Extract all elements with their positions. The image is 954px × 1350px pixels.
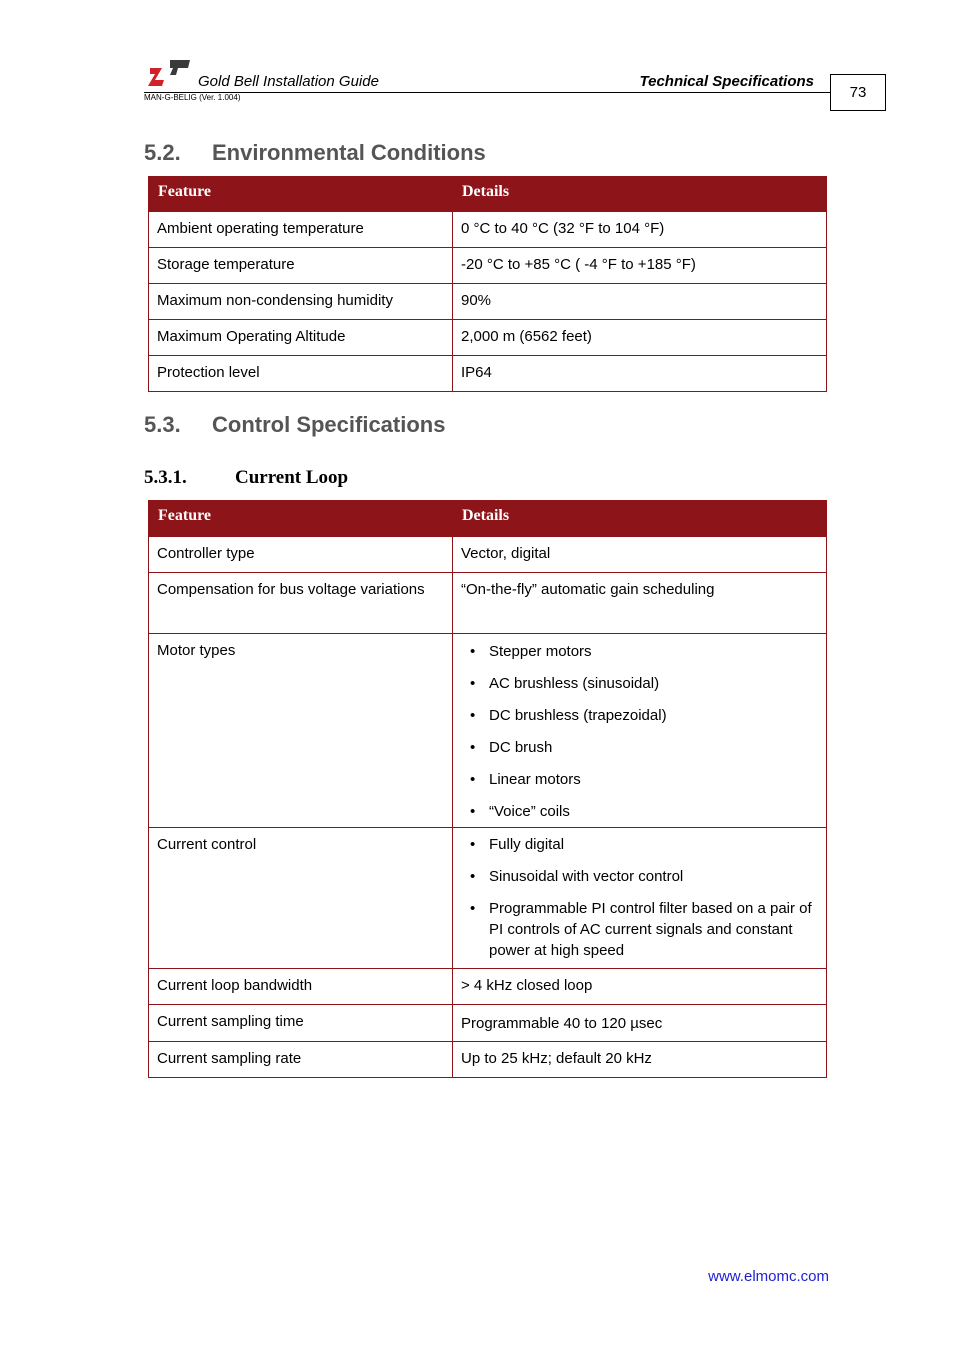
table-row xyxy=(149,248,827,284)
column-header-feature: Feature xyxy=(149,501,453,537)
feature-cell: Current loop bandwidth xyxy=(149,969,453,1005)
header-rule xyxy=(144,92,830,93)
table-row xyxy=(149,537,827,573)
table-row xyxy=(149,284,827,320)
footer-website-link[interactable]: www.elmomc.com xyxy=(708,1268,829,1285)
heading-current-loop xyxy=(144,467,348,489)
table-row xyxy=(149,212,827,248)
details-cell: Vector, digital xyxy=(453,537,827,573)
page-number: 73 xyxy=(830,74,886,111)
details-cell: -20 °C to +85 °C ( -4 °F to +185 °F) xyxy=(453,248,827,284)
current-control-list xyxy=(461,834,818,961)
details-cell: 0 °C to 40 °C (32 °F to 104 °F) xyxy=(453,212,827,248)
list-item: • AC brushless (sinusoidal) xyxy=(489,673,818,694)
table-row xyxy=(149,1042,827,1078)
list-item: • Programmable PI control filter based on a pair of PI controls of AC current signals and constant power at high speed xyxy=(489,898,818,961)
column-header-details: Details xyxy=(453,501,827,537)
details-cell: Programmable 40 to 120 µsec xyxy=(453,1005,827,1042)
list-item: • Fully digital xyxy=(489,834,818,855)
list-item: • DC brushless (trapezoidal) xyxy=(489,705,818,726)
elmo-logo xyxy=(148,58,190,88)
heading-number: 5.3. xyxy=(144,412,181,437)
details-cell: 90% xyxy=(453,284,827,320)
header-section-name: Technical Specifications xyxy=(639,73,814,90)
heading-text: Environmental Conditions xyxy=(212,140,486,165)
list-item: • DC brush xyxy=(489,737,818,758)
feature-cell: Maximum Operating Altitude xyxy=(149,320,453,356)
heading-control-specifications xyxy=(144,412,445,438)
details-cell: Up to 25 kHz; default 20 kHz xyxy=(453,1042,827,1078)
feature-cell: Compensation for bus voltage variations xyxy=(149,573,453,634)
details-cell xyxy=(453,828,827,969)
table-row xyxy=(149,1005,827,1042)
details-cell: “On-the-fly” automatic gain scheduling xyxy=(453,573,827,634)
table-row xyxy=(149,634,827,828)
feature-cell: Protection level xyxy=(149,356,453,392)
table-row xyxy=(149,573,827,634)
table-header-row xyxy=(149,177,827,212)
table-row xyxy=(149,828,827,969)
current-loop-table xyxy=(148,500,827,1078)
header-title: Gold Bell Installation Guide xyxy=(198,73,379,90)
heading-text: Control Specifications xyxy=(212,412,446,437)
feature-cell: Motor types xyxy=(149,634,453,828)
details-cell: > 4 kHz closed loop xyxy=(453,969,827,1005)
feature-cell: Current control xyxy=(149,828,453,969)
table-header-row xyxy=(149,501,827,537)
column-header-feature: Feature xyxy=(149,177,453,212)
feature-cell: Current sampling time xyxy=(149,1005,453,1042)
feature-cell: Storage temperature xyxy=(149,248,453,284)
heading-environmental-conditions xyxy=(144,140,486,166)
table-row xyxy=(149,356,827,392)
details-cell xyxy=(453,634,827,828)
heading-number: 5.2. xyxy=(144,140,181,165)
list-item: • Stepper motors xyxy=(489,641,818,662)
header-doc-id: MAN-G-BELIG (Ver. 1.004) xyxy=(144,93,241,102)
list-item: • Linear motors xyxy=(489,769,818,790)
feature-cell: Controller type xyxy=(149,537,453,573)
table-row xyxy=(149,320,827,356)
motor-types-list xyxy=(461,641,818,822)
details-cell: IP64 xyxy=(453,356,827,392)
feature-cell: Ambient operating temperature xyxy=(149,212,453,248)
table-row xyxy=(149,969,827,1005)
heading-text: Current Loop xyxy=(235,467,349,488)
feature-cell: Current sampling rate xyxy=(149,1042,453,1078)
environmental-conditions-table xyxy=(148,176,827,392)
column-header-details: Details xyxy=(453,177,827,212)
heading-number: 5.3.1. xyxy=(144,467,187,488)
feature-cell: Maximum non-condensing humidity xyxy=(149,284,453,320)
list-item: • Sinusoidal with vector control xyxy=(489,866,818,887)
details-cell: 2,000 m (6562 feet) xyxy=(453,320,827,356)
list-item: • “Voice” coils xyxy=(489,801,818,822)
